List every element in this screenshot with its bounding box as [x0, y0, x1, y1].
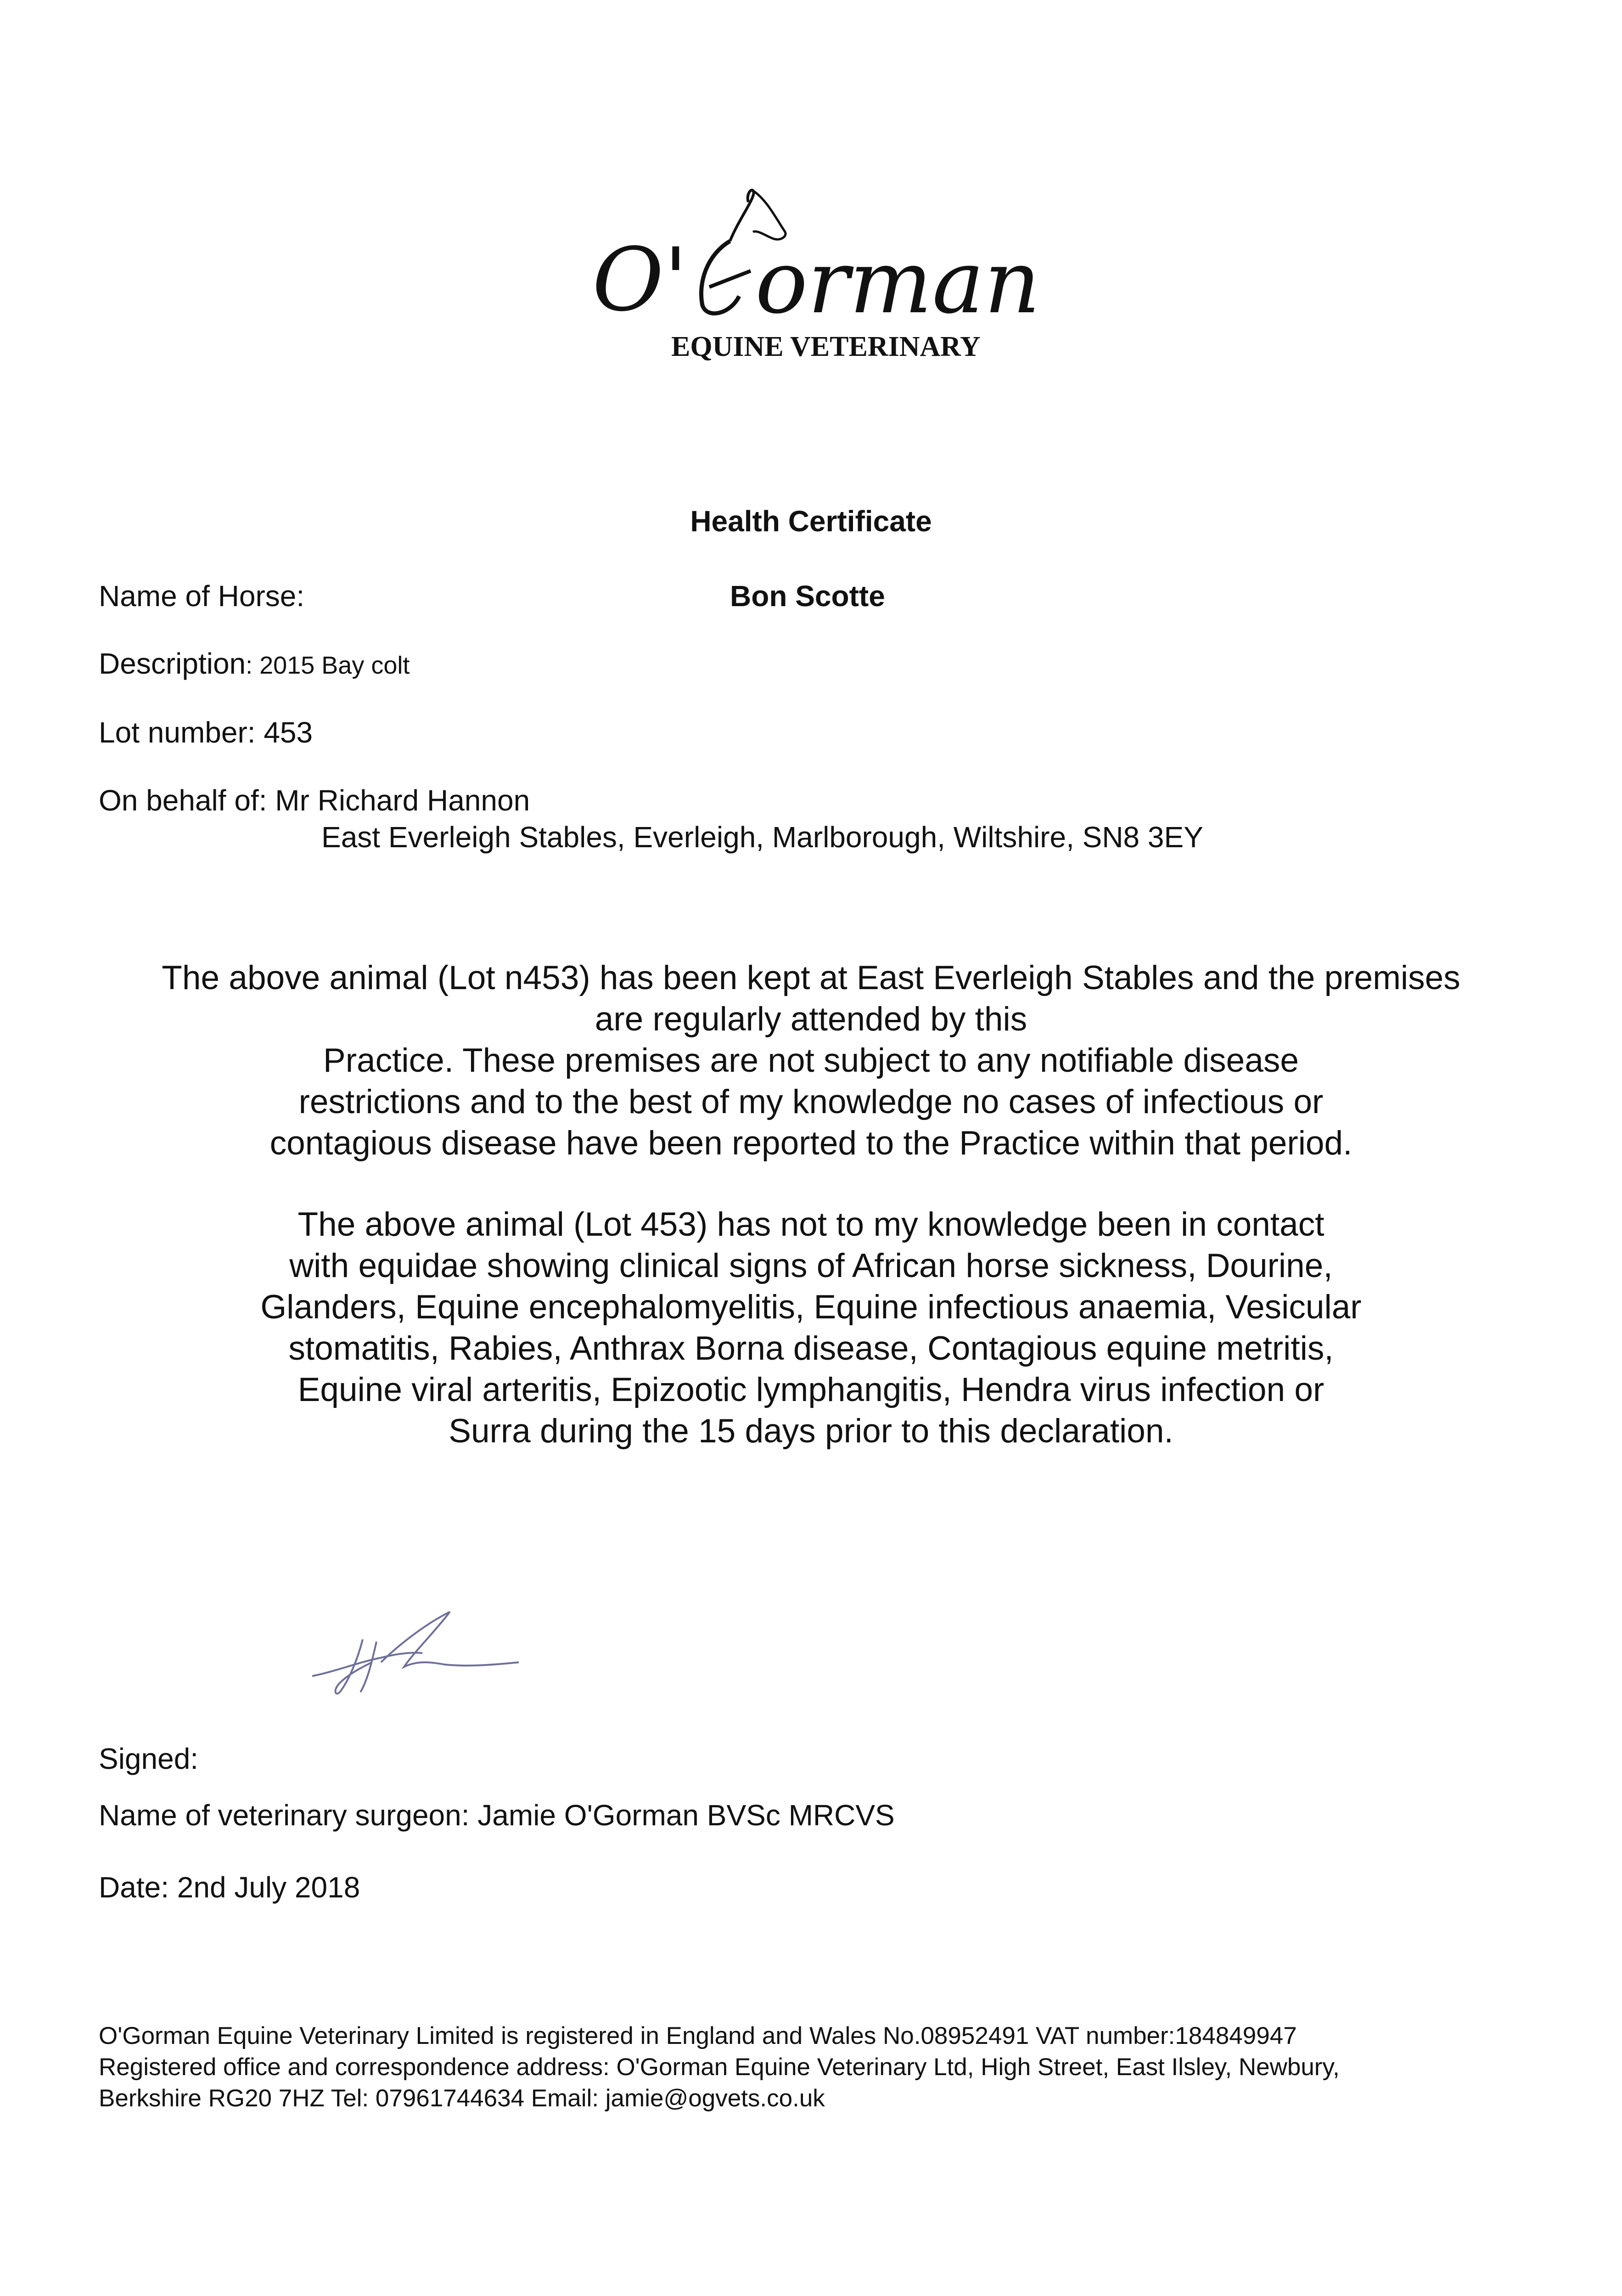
description-label: Description — [99, 647, 246, 680]
paragraph-line: Surra during the 15 days prior to this declaration. — [449, 1412, 1173, 1450]
paragraph-line: The above animal (Lot n453) has been kept at East Everleigh Stables and the premises — [162, 959, 1460, 996]
paragraph-line: The above animal (Lot 453) has not to my knowledge been in contact — [297, 1206, 1325, 1243]
company-logo — [592, 181, 1042, 365]
lot-number: Lot number: 453 — [99, 716, 313, 749]
signed-label: Signed: — [99, 1742, 199, 1775]
horse-name-value: Bon Scotte — [730, 580, 885, 613]
description-row — [99, 645, 410, 684]
declaration-paragraph-1 — [92, 957, 1530, 1164]
declaration-paragraph-2 — [92, 1204, 1530, 1452]
certificate-title: Health Certificate — [690, 505, 932, 538]
paragraph-line: Practice. These premises are not subject to any notifiable disease — [323, 1042, 1299, 1079]
paragraph-line: are regularly attended by this — [595, 1001, 1027, 1038]
paragraph-line: with equidae showing clinical signs of African horse sickness, Dourine, — [289, 1247, 1333, 1284]
logo-brand-prefix: O' — [592, 229, 688, 331]
paragraph-line: contagious disease have been reported to the Practice within that period. — [269, 1125, 1353, 1162]
certificate-date: Date: 2nd July 2018 — [99, 1871, 360, 1904]
description-value: : 2015 Bay colt — [246, 652, 410, 679]
paragraph-line: Equine viral arteritis, Epizootic lymphangitis, Hendra virus infection or — [297, 1371, 1325, 1408]
logo-tagline: EQUINE VETERINARY — [671, 331, 981, 362]
footer-line: O'Gorman Equine Veterinary Limited is registered in England and Wales No.08952491 VAT number:184849947 — [99, 2022, 1297, 2049]
footer-line: Registered office and correspondence address: O'Gorman Equine Veterinary Ltd, High Street, East Ilsley, Newbury, — [99, 2054, 1340, 2081]
horse-name-label: Name of Horse: — [99, 580, 305, 613]
footer-line: Berkshire RG20 7HZ Tel: 07961744634 Email: jamie@ogvets.co.uk — [99, 2085, 825, 2112]
paragraph-line: restrictions and to the best of my knowledge no cases of infectious or — [298, 1083, 1324, 1120]
handwritten-signature — [308, 1598, 523, 1704]
company-footer — [99, 2020, 1340, 2114]
paragraph-line: Glanders, Equine encephalomyelitis, Equine infectious anaemia, Vesicular — [260, 1289, 1362, 1326]
horse-head-icon — [592, 181, 1042, 365]
paragraph-line: stomatitis, Rabies, Anthrax Borna disease, Contagious equine metritis, — [288, 1330, 1334, 1367]
logo-brand-suffix: orman — [755, 231, 1041, 333]
owner-address: East Everleigh Stables, Everleigh, Marlborough, Wiltshire, SN8 3EY — [321, 821, 1203, 854]
surgeon-name: Name of veterinary surgeon: Jamie O'Gorman BVSc MRCVS — [99, 1799, 895, 1832]
on-behalf-of: On behalf of: Mr Richard Hannon — [99, 784, 530, 817]
